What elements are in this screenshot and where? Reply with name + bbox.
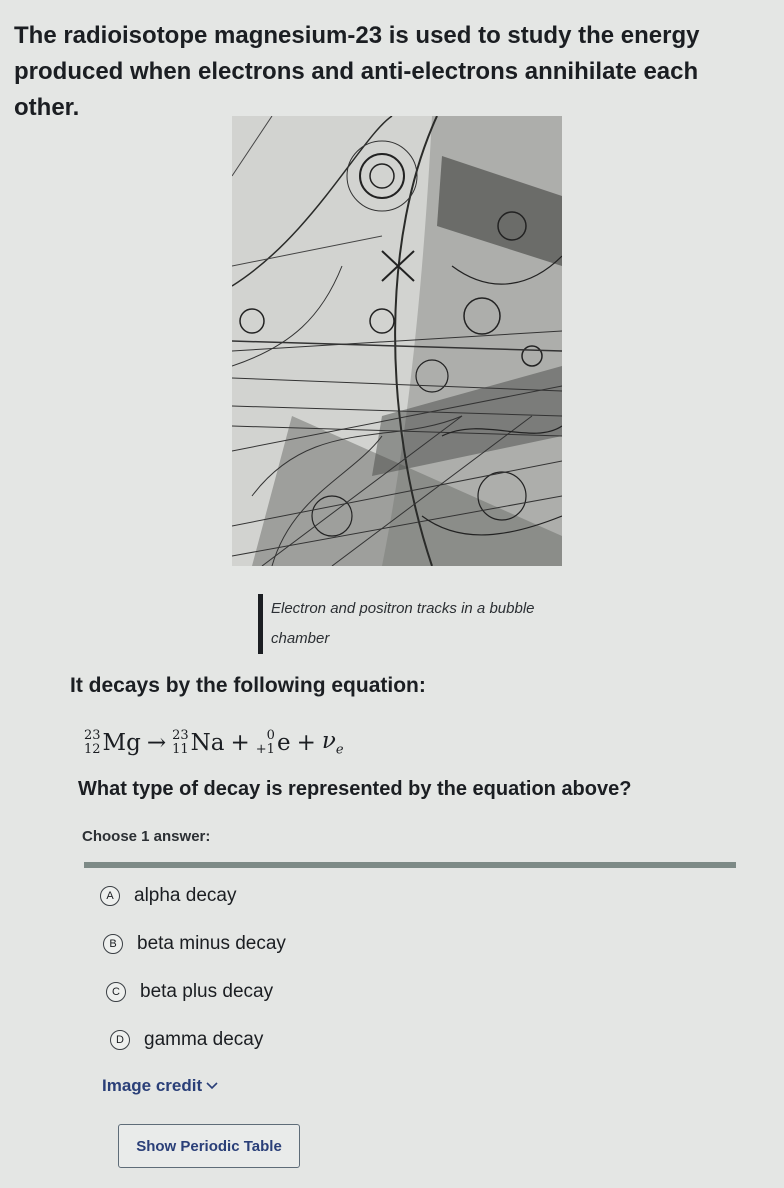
- answer-label: gamma decay: [144, 1029, 264, 1050]
- neutrino: [322, 728, 344, 758]
- answer-options: [100, 872, 720, 1064]
- answer-label: beta minus decay: [137, 933, 286, 954]
- reactant-nuclide: [84, 729, 141, 757]
- bubble-chamber-image: [232, 116, 562, 566]
- product-nuclide: [172, 729, 224, 757]
- choice-letter-a: A: [100, 886, 120, 906]
- neutrino-symbol: ν: [321, 728, 336, 755]
- reactant-atomic-number: 12: [84, 742, 101, 757]
- question-intro: The radioisotope magnesium-23 is used to study the energy produced when electrons and anti-electrons annihilate each other.: [14, 22, 700, 121]
- neutrino-subscript: e: [335, 742, 344, 758]
- plus-sign: +: [296, 730, 316, 756]
- choose-label: Choose 1 answer:: [82, 828, 211, 845]
- choice-letter-b: B: [103, 934, 123, 954]
- chevron-down-icon: [206, 1082, 218, 1090]
- image-credit-label: Image credit: [102, 1076, 203, 1095]
- positron-mass-number: 0: [266, 728, 275, 743]
- answer-label: beta plus decay: [140, 981, 274, 1002]
- choice-letter-c: C: [106, 982, 126, 1002]
- show-periodic-table-button[interactable]: Show Periodic Table: [118, 1124, 300, 1168]
- answer-option-a[interactable]: [100, 872, 720, 920]
- answer-option-c[interactable]: [106, 968, 720, 1016]
- bubble-chamber-tracks: [232, 116, 562, 566]
- reaction-arrow: →: [146, 730, 167, 756]
- reactant-symbol: Mg: [102, 730, 141, 756]
- answer-option-b[interactable]: [103, 920, 720, 968]
- answers-divider: [84, 862, 736, 868]
- reactant-mass-number: 23: [84, 728, 101, 743]
- answer-option-d[interactable]: [110, 1016, 720, 1064]
- image-credit-toggle[interactable]: [102, 1076, 218, 1096]
- product-mass-number: 23: [172, 728, 189, 743]
- decay-equation: [84, 718, 344, 768]
- choice-letter-d: D: [110, 1030, 130, 1050]
- plus-sign: +: [230, 730, 250, 756]
- product-atomic-number: 11: [172, 742, 189, 757]
- answer-label: alpha decay: [134, 885, 237, 906]
- positron-symbol: e: [276, 730, 291, 756]
- decay-statement: It decays by the following equation:: [70, 674, 426, 697]
- positron-charge: +1: [255, 742, 275, 757]
- question-prompt: What type of decay is represented by the equation above?: [78, 778, 632, 800]
- product-symbol: Na: [190, 730, 225, 756]
- image-caption: Electron and positron tracks in a bubble chamber: [258, 594, 571, 654]
- positron: [256, 729, 291, 757]
